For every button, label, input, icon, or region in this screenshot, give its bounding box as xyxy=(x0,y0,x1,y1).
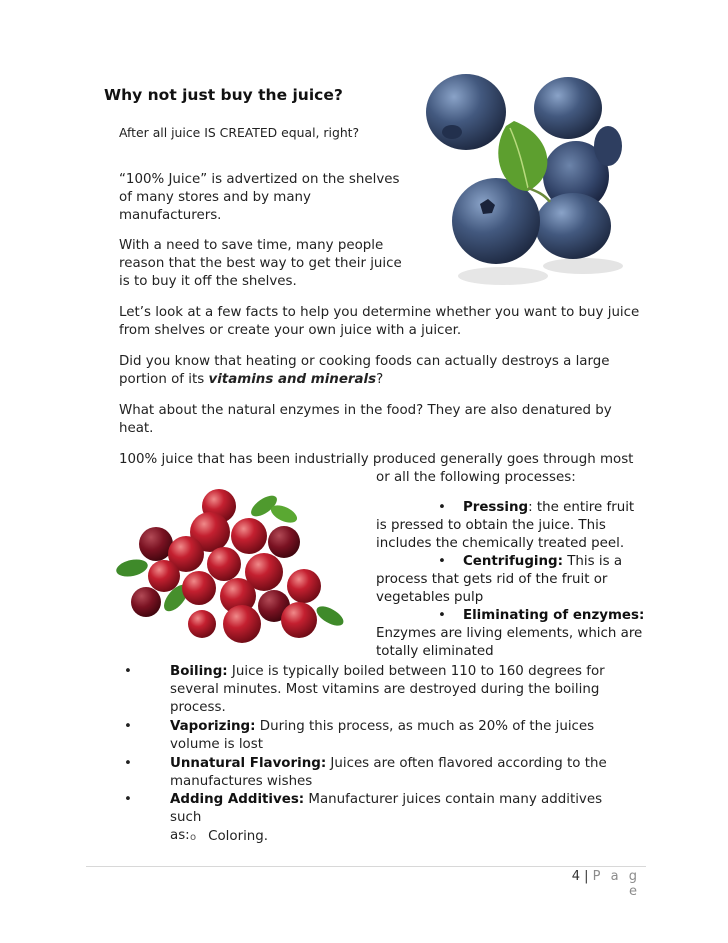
page-footer: 4 | P a g e xyxy=(571,869,640,899)
blueberries-image xyxy=(418,66,628,292)
paragraph-heating: Did you know that heating or cooking foods can actually destroys a large portion of its vitamins and minerals? xyxy=(119,354,610,387)
section-heading: Why not just buy the juice? xyxy=(104,86,343,104)
paragraph-processes-intro: 100% juice that has been industrially produced generally goes through most xyxy=(119,452,634,467)
paragraph-enzymes: What about the natural enzymes in the food? They are also denatured by heat. xyxy=(119,403,612,436)
paragraph-facts: Let’s look at a few facts to help you determine whether you want to buy juice from shelves or create your own juice with a juicer. xyxy=(119,305,640,338)
page-label: P a g e xyxy=(592,869,640,899)
paragraph-processes-intro-cont: or all the following processes: xyxy=(376,470,576,485)
process-vaporizing: • Vaporizing: During this process, as much as 20% of the juices volume is lost xyxy=(124,719,595,752)
intro-text: After all juice IS CREATED equal, right? xyxy=(119,125,360,140)
paragraph-100-percent-juice: “100% Juice” is advertized on the shelves of many stores and by many manufacturers. xyxy=(119,172,400,223)
process-centrifuging: • Centrifuging: This is a process that gets rid of the fruit or vegetables pulp xyxy=(376,554,623,605)
page-number: 4 xyxy=(571,869,580,884)
process-unnatural-flavoring: • Unnatural Flavoring: Juices are often flavored according to the manufactures wishes xyxy=(124,756,607,789)
process-boiling: • Boiling: Juice is typically boiled between 110 to 160 degrees for several minutes. Most vitamins are destroyed during the boiling process. xyxy=(124,664,605,715)
vitamins-emphasis: vitamins and minerals xyxy=(208,372,377,387)
process-pressing: • Pressing: the entire fruit is pressed to obtain the juice. This includes the chemically treated peel. xyxy=(376,500,635,551)
paragraph-save-time: With a need to save time, many people reason that the best way to get their juice is to buy it off the shelves. xyxy=(119,238,402,289)
footer-divider xyxy=(86,866,646,867)
process-adding-additives: • Adding Additives: Manufacturer juices contain many additives such as: xyxy=(124,792,603,843)
process-eliminating-enzymes: • Eliminating of enzymes: Enzymes are living elements, which are totally eliminated xyxy=(376,608,645,659)
cranberries-image xyxy=(114,486,354,646)
sub-item-coloring: o Coloring. xyxy=(190,829,269,844)
